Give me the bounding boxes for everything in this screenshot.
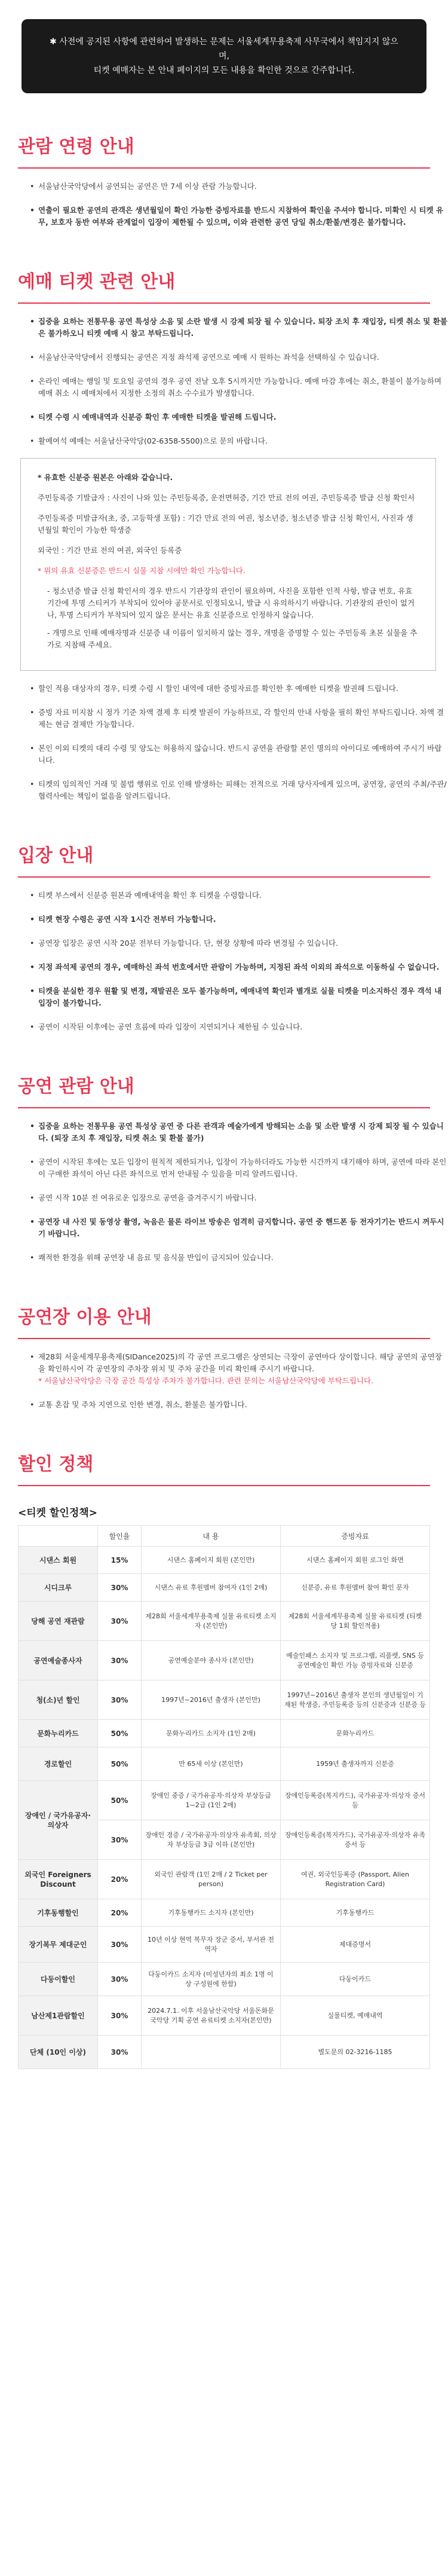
age-list	[18, 181, 448, 228]
venue-section	[0, 1306, 448, 1339]
table-row	[19, 2036, 430, 2069]
notice-line-2: 티켓 예매자는 본 안내 페이지의 모든 내용을 확인한 것으로 간주합니다.	[93, 66, 355, 75]
row-proof: 실물티켓, 예매내역	[281, 1996, 430, 2036]
row-content: 공연예술분야 종사자 (본인만)	[142, 1641, 281, 1680]
reserve-rule	[18, 302, 430, 304]
id-box-p7: - 개명으로 인해 예매자명과 신분증 내 이름이 일치하지 않는 경우, 개명을 증명할 수 있는 주민등록 초본 실물을 추가로 지참해 주세요.	[47, 628, 418, 649]
discount-rule	[18, 1485, 430, 1486]
row-content: 시댄스 유료 후원멤버 참여자 (1인 2매)	[142, 1574, 281, 1602]
entry-item-3: • 공연장 입장은 공연 시작 20분 전부터 가능합니다. 단, 현장 상황에 따라 변경될 수 있습니다.	[32, 937, 448, 949]
table-row	[19, 1747, 430, 1781]
row-rate: 30%	[98, 1963, 142, 1996]
watch-rule	[18, 1107, 430, 1108]
reserve2-item-1: • 할인 적용 대상자의 경우, 티켓 수령 시 할인 내역에 대한 증빙자료를 확인한 후 예매한 티켓을 발권해 드립니다.	[32, 683, 448, 695]
venue-item-1	[32, 1351, 448, 1387]
row-content: 문화누리카드 소지자 (1인 2매)	[142, 1720, 281, 1747]
row-category: 공연예술종사자	[19, 1641, 98, 1680]
row-category: 기후동행할인	[19, 1899, 98, 1927]
row-proof: 제대증명서	[281, 1927, 430, 1963]
row-rate: 30%	[98, 1602, 142, 1641]
row-proof: 문화누리카드	[281, 1720, 430, 1747]
table-row	[19, 1899, 430, 1927]
row-content: 10년 이상 현역 복무자 장군 증서, 부서관 전역자	[142, 1927, 281, 1963]
reserve2-item-3: • 본인 이외 티켓의 대리 수령 및 양도는 허용하지 않습니다. 반드시 공연을 관람할 본인 명의의 아이디로 예매하여 주시기 바랍니다.	[32, 742, 448, 766]
row-category: 장애인 / 국가유공자·의상자	[19, 1781, 98, 1860]
table-row	[19, 1963, 430, 1996]
age-rule	[18, 167, 430, 169]
row-content	[142, 2036, 281, 2069]
id-box-p5: * 위의 유효 신분증은 반드시 실물 지참 시에만 확인 가능합니다.	[38, 566, 246, 575]
reserve2-item-4: • 티켓의 임의적인 거래 및 불법 행위로 인로 인해 발생하는 피해는 전적으로 거래 당사자에게 있으며, 공연장, 공연의 주최/주관/협력사에는 책임이 없음을 알려드립니다.	[32, 778, 448, 802]
row-proof: 장애인등록증(복지카드), 국가유공자·의상자 유족 증서 등	[281, 1820, 430, 1860]
id-box-p6: - 청소년증 발급 신청 확인서의 경우 반드시 기관장의 관인이 필요하며, 사진을 포함한 인적 사항, 발급 번호, 유효기간에 투명 스티커가 부착되어 있어야 공문서로 인정되오니, 발급 시 유의하시기 바랍니다. 기관장의 관인이 없거나, 투명 스티커가 부착되어 있지 않은 문서는 유효 신분증으로 인정하지 않습니다.	[47, 586, 415, 619]
header-category	[19, 1526, 98, 1547]
table-row	[19, 1547, 430, 1574]
header-content: 내 용	[142, 1526, 281, 1547]
row-category: 청(소)년 할인	[19, 1680, 98, 1720]
row-rate: 50%	[98, 1781, 142, 1820]
row-content: 제28회 서울세계무용축제 실물 유료티켓 소지자 (본인만)	[142, 1602, 281, 1641]
row-category: 시디크루	[19, 1574, 98, 1602]
reserve2-item-2: • 증빙 자료 미지참 시 정가 기준 차액 결제 후 티켓 발권이 가능하므로, 각 할인의 안내 사항을 필히 확인 부탁드립니다. 차액 결제는 현금 결제만 가능합니다.	[32, 707, 448, 731]
row-proof: 다둥이카드	[281, 1963, 430, 1996]
table-row	[19, 1720, 430, 1747]
watch-item-1: • 집중을 요하는 전통무용 공연 특성상 공연 중 다른 관객과 예술가에게 방해되는 소음 및 소란 발생 시 강제 퇴장 될 수 있습니다. (퇴장 조치 후 재입장, 티켓 취소 및 환불 불가)	[32, 1120, 448, 1144]
row-proof: 제28회 서울세계무용축제 실물 유료티켓 (티켓 당 1회 할인적용)	[281, 1602, 430, 1641]
row-rate: 30%	[98, 1927, 142, 1963]
row-proof: 1959년 출생자까지 신분증	[281, 1747, 430, 1781]
row-proof: 시댄스 홈페이지 회원 로그인 화면	[281, 1547, 430, 1574]
discount-title: 할인 정책	[18, 1454, 94, 1475]
venue-parking-note: * 서울남산국악당은 극장 공간 특성상 주차가 불가합니다. 관련 문의는 서울남산국악당에 부탁드립니다.	[38, 1376, 374, 1385]
watch-title: 공연 관람 안내	[18, 1076, 134, 1097]
table-row	[19, 1781, 430, 1820]
entry-list	[18, 890, 448, 1033]
row-rate: 30%	[98, 1680, 142, 1720]
row-proof: 기후동행카드	[281, 1899, 430, 1927]
entry-item-5: • 티켓을 분실한 경우 원활 및 변경, 재발권은 모두 불가능하며, 예매내역 확인과 별개로 실물 티켓을 미소지하신 경우 객석 내 입장이 불가합니다.	[32, 985, 448, 1009]
table-row	[19, 1996, 430, 2036]
discount-sub-label: <티켓 할인정책>	[18, 1507, 97, 1519]
table-row	[19, 1860, 430, 1899]
discount-section	[0, 1453, 448, 1486]
reserve-item-4: • 티켓 수령 시 예매내역과 신분증 확인 후 예매한 티켓을 발권해 드립니다.	[32, 411, 448, 423]
row-content: 기후동행카드 소지자 (본인만)	[142, 1899, 281, 1927]
id-box-subnote	[38, 585, 419, 651]
row-rate: 20%	[98, 1860, 142, 1899]
row-category: 단체 (10인 이상)	[19, 2036, 98, 2069]
id-box-p4: 외국인 : 기간 만료 전의 여권, 외국인 등록증	[38, 546, 182, 555]
row-content: 시댄스 홈페이지 회원 (본인만)	[142, 1547, 281, 1574]
entry-section	[0, 844, 448, 878]
row-content: 장애인 경증 / 국가유공자·의상자 유족회, 의상자 부상등급 3급 이하 (본인만)	[142, 1820, 281, 1860]
watch-item-5: • 쾌적한 환경을 위해 공연장 내 음료 및 음식물 반입이 금지되어 있습니다.	[32, 1252, 448, 1264]
table-row	[19, 1602, 430, 1641]
row-content: 1997년~2016년 출생자 (본인만)	[142, 1680, 281, 1720]
row-content: 만 65세 이상 (본인만)	[142, 1747, 281, 1781]
age-section	[0, 135, 448, 169]
id-info-box	[20, 458, 436, 671]
header-rate: 할인율	[98, 1526, 142, 1547]
row-proof: 예술인패스 소지자 및 프로그램, 리플렛, SNS 등 공연예술인 확인 가능 증빙자료와 신분증	[281, 1641, 430, 1680]
watch-section	[0, 1075, 448, 1108]
row-category: 문화누리카드	[19, 1720, 98, 1747]
row-rate: 30%	[98, 2036, 142, 2069]
row-category: 장기복무 제대군인	[19, 1927, 98, 1963]
entry-rule	[18, 876, 430, 878]
row-rate: 30%	[98, 1996, 142, 2036]
watch-item-2: • 공연이 시작된 후에는 모든 입장이 원칙적 제한되거나, 입장이 가능하더라도 가능한 시간까지 대기해야 하며, 공연에 따라 본인이 구매한 좌석이 아닌 다른 좌석으로 먼저 안내될 수 있음을 미리 알려드립니다.	[32, 1156, 448, 1180]
reserve-section	[0, 270, 448, 304]
discount-table	[18, 1525, 430, 2069]
venue-list	[18, 1351, 448, 1411]
age-item-2: • 연출이 필요한 공연의 관객은 생년월일이 확인 가능한 증빙자료를 반드시 지참하여 확인을 주셔야 합니다. 미확인 시 티켓 유무, 보호자 동반 여부와 관계없이 입장이 제한될 수 있으며, 이와 관련한 공연 당일 취소/환불/변경은 불가합니다.	[32, 204, 448, 228]
table-row	[19, 1680, 430, 1720]
entry-item-6: • 공연이 시작된 이후에는 공연 흐름에 따라 입장이 지연되거나 제한될 수 있습니다.	[32, 1021, 448, 1033]
row-proof: 여권, 외국인등록증 (Passport, Alien Registration Card)	[281, 1860, 430, 1899]
row-rate: 50%	[98, 1747, 142, 1781]
age-item-1: • 서울남산국악당에서 공연되는 공연은 만 7세 이상 관람 가능합니다.	[32, 181, 448, 192]
venue-rule	[18, 1338, 430, 1339]
row-proof: 신분증, 유료 후원멤버 참여 확인 문자	[281, 1574, 430, 1602]
row-category: 남산제1관람할인	[19, 1996, 98, 2036]
watch-item-3: • 공연 시작 10분 전 여유로운 입장으로 공연을 즐겨주시기 바랍니다.	[32, 1192, 448, 1204]
reserve-item-3: • 온라인 예매는 행일 및 토요일 공연의 경우 공연 전날 오후 5시까지만 가능합니다. 예매 마감 후에는 취소, 환불이 불가능하며 예매 취소 시 예매처에서 지정한 소정의 취소 수수료가 발생합니다.	[32, 375, 448, 399]
id-box-p3: 주민등록증 미발급자(초, 중, 고등학생 포함) : 기간 만료 전의 여권, 청소년증, 청소년증 발급 신청 확인서, 사진과 생년월일 확인이 가능한 학생증	[38, 514, 413, 534]
reserve-item-1: • 집중을 요하는 전통무용 공연 특성상 소음 및 소란 발생 시 강제 퇴장 될 수 있습니다. 퇴장 조치 후 재입장, 티켓 취소 및 환불은 불가하오니 티켓 예매 시 참고 부탁드립니다.	[32, 316, 448, 340]
row-category: 경로할인	[19, 1747, 98, 1781]
discount-table-header	[19, 1526, 430, 1547]
reserve-list	[18, 316, 448, 447]
notice-box	[22, 19, 426, 93]
reserve-list-2	[18, 683, 448, 802]
reserve-item-5: • 활예여석 예매는 서울남산국악당(02-6358-5500)으로 문의 바랍니다.	[32, 435, 448, 447]
reserve-item-2: • 서울남산국악당에서 진행되는 공연은 지정 좌석제 공연으로 예매 시 원하는 좌석을 선택하실 수 있습니다.	[32, 352, 448, 363]
notice-line-1: ✱ 사전에 공지된 사항에 관련하여 발생하는 문제는 서울세계무용축제 사무국에서 책임지지 않으며,	[50, 37, 398, 61]
venue-title: 공연장 이용 안내	[18, 1307, 152, 1328]
row-proof: 장애인등록증(복지카드), 국가유공자·의상자 증서 등	[281, 1781, 430, 1820]
table-row	[19, 1574, 430, 1602]
row-proof: 1997년~2016년 출생자 본인의 생년월일이 기재된 학생증, 주민등록증 등의 신분증과 신분증 등	[281, 1680, 430, 1720]
row-category: 당해 공연 재관람	[19, 1602, 98, 1641]
id-box-p1: * 유효한 신분증 원본은 아래와 같습니다.	[38, 473, 173, 482]
reserve-title: 예매 티켓 관련 안내	[18, 271, 176, 292]
row-rate: 20%	[98, 1899, 142, 1927]
row-category: 다둥이할인	[19, 1963, 98, 1996]
age-title: 관람 연령 안내	[18, 136, 134, 157]
row-category: 외국인 Foreigners Discount	[19, 1860, 98, 1899]
row-rate: 30%	[98, 1641, 142, 1680]
row-content: 외국인 관람객 (1인 2매 / 2 Ticket per person)	[142, 1860, 281, 1899]
entry-item-4: • 지정 좌석제 공연의 경우, 예매하신 좌석 번호에서만 관람이 가능하며, 지정된 좌석 이외의 좌석으로 이동하실 수 없습니다.	[32, 961, 448, 973]
row-content: 2024.7.1. 이후 서울남산국악당 서울돈화문국악당 기획 공연 유료티켓 소지자(본인만)	[142, 1996, 281, 2036]
table-row	[19, 1927, 430, 1963]
watch-list	[18, 1120, 448, 1264]
row-content: 장애인 중증 / 국가유공자·의상자 부상등급 1~2급 (1인 2매)	[142, 1781, 281, 1820]
header-proof: 증빙자료	[281, 1526, 430, 1547]
row-rate: 50%	[98, 1720, 142, 1747]
row-rate: 30%	[98, 1820, 142, 1860]
venue-item-1-text: 제28회 서울세계무용축제(SIDance2025)의 각 공연 프로그램은 상연되는 극장이 공연마다 상이합니다. 해당 공연의 공연장을 확인하시어 각 공연장의 주차장 위치 및 주차 공간을 미리 확인해 주시기 바랍니다.	[38, 1352, 442, 1373]
row-rate: 30%	[98, 1574, 142, 1602]
row-content: 다둥이카드 소지자 (미성년자의 최소 1명 이상 구성원에 한함)	[142, 1963, 281, 1996]
entry-title: 입장 안내	[18, 845, 94, 866]
entry-item-2: • 티켓 현장 수령은 공연 시작 1시간 전부터 가능합니다.	[32, 913, 448, 925]
entry-item-1: • 티켓 부스에서 신분증 원본과 예매내역을 확인 후 티켓을 수령합니다.	[32, 890, 448, 902]
venue-item-2: • 교통 혼잡 및 주차 지연으로 인한 변경, 취소, 환불은 불가합니다.	[32, 1399, 448, 1411]
row-rate: 15%	[98, 1547, 142, 1574]
id-box-p2: 주민등록증 기발급자 : 사진이 나와 있는 주민등록증, 운전면허증, 기간 만료 전의 여권, 주민등록증 발급 신청 확인서	[38, 493, 415, 502]
row-category: 시댄스 회원	[19, 1547, 98, 1574]
table-row	[19, 1641, 430, 1680]
watch-item-4: • 공연장 내 사진 및 동영상 촬영, 녹음은 물론 라이브 방송은 엄격히 금지합니다. 공연 중 핸드폰 등 전자기기는 반드시 꺼두시기 바랍니다.	[32, 1216, 448, 1240]
row-proof: 별도문의 02-3216-1185	[281, 2036, 430, 2069]
